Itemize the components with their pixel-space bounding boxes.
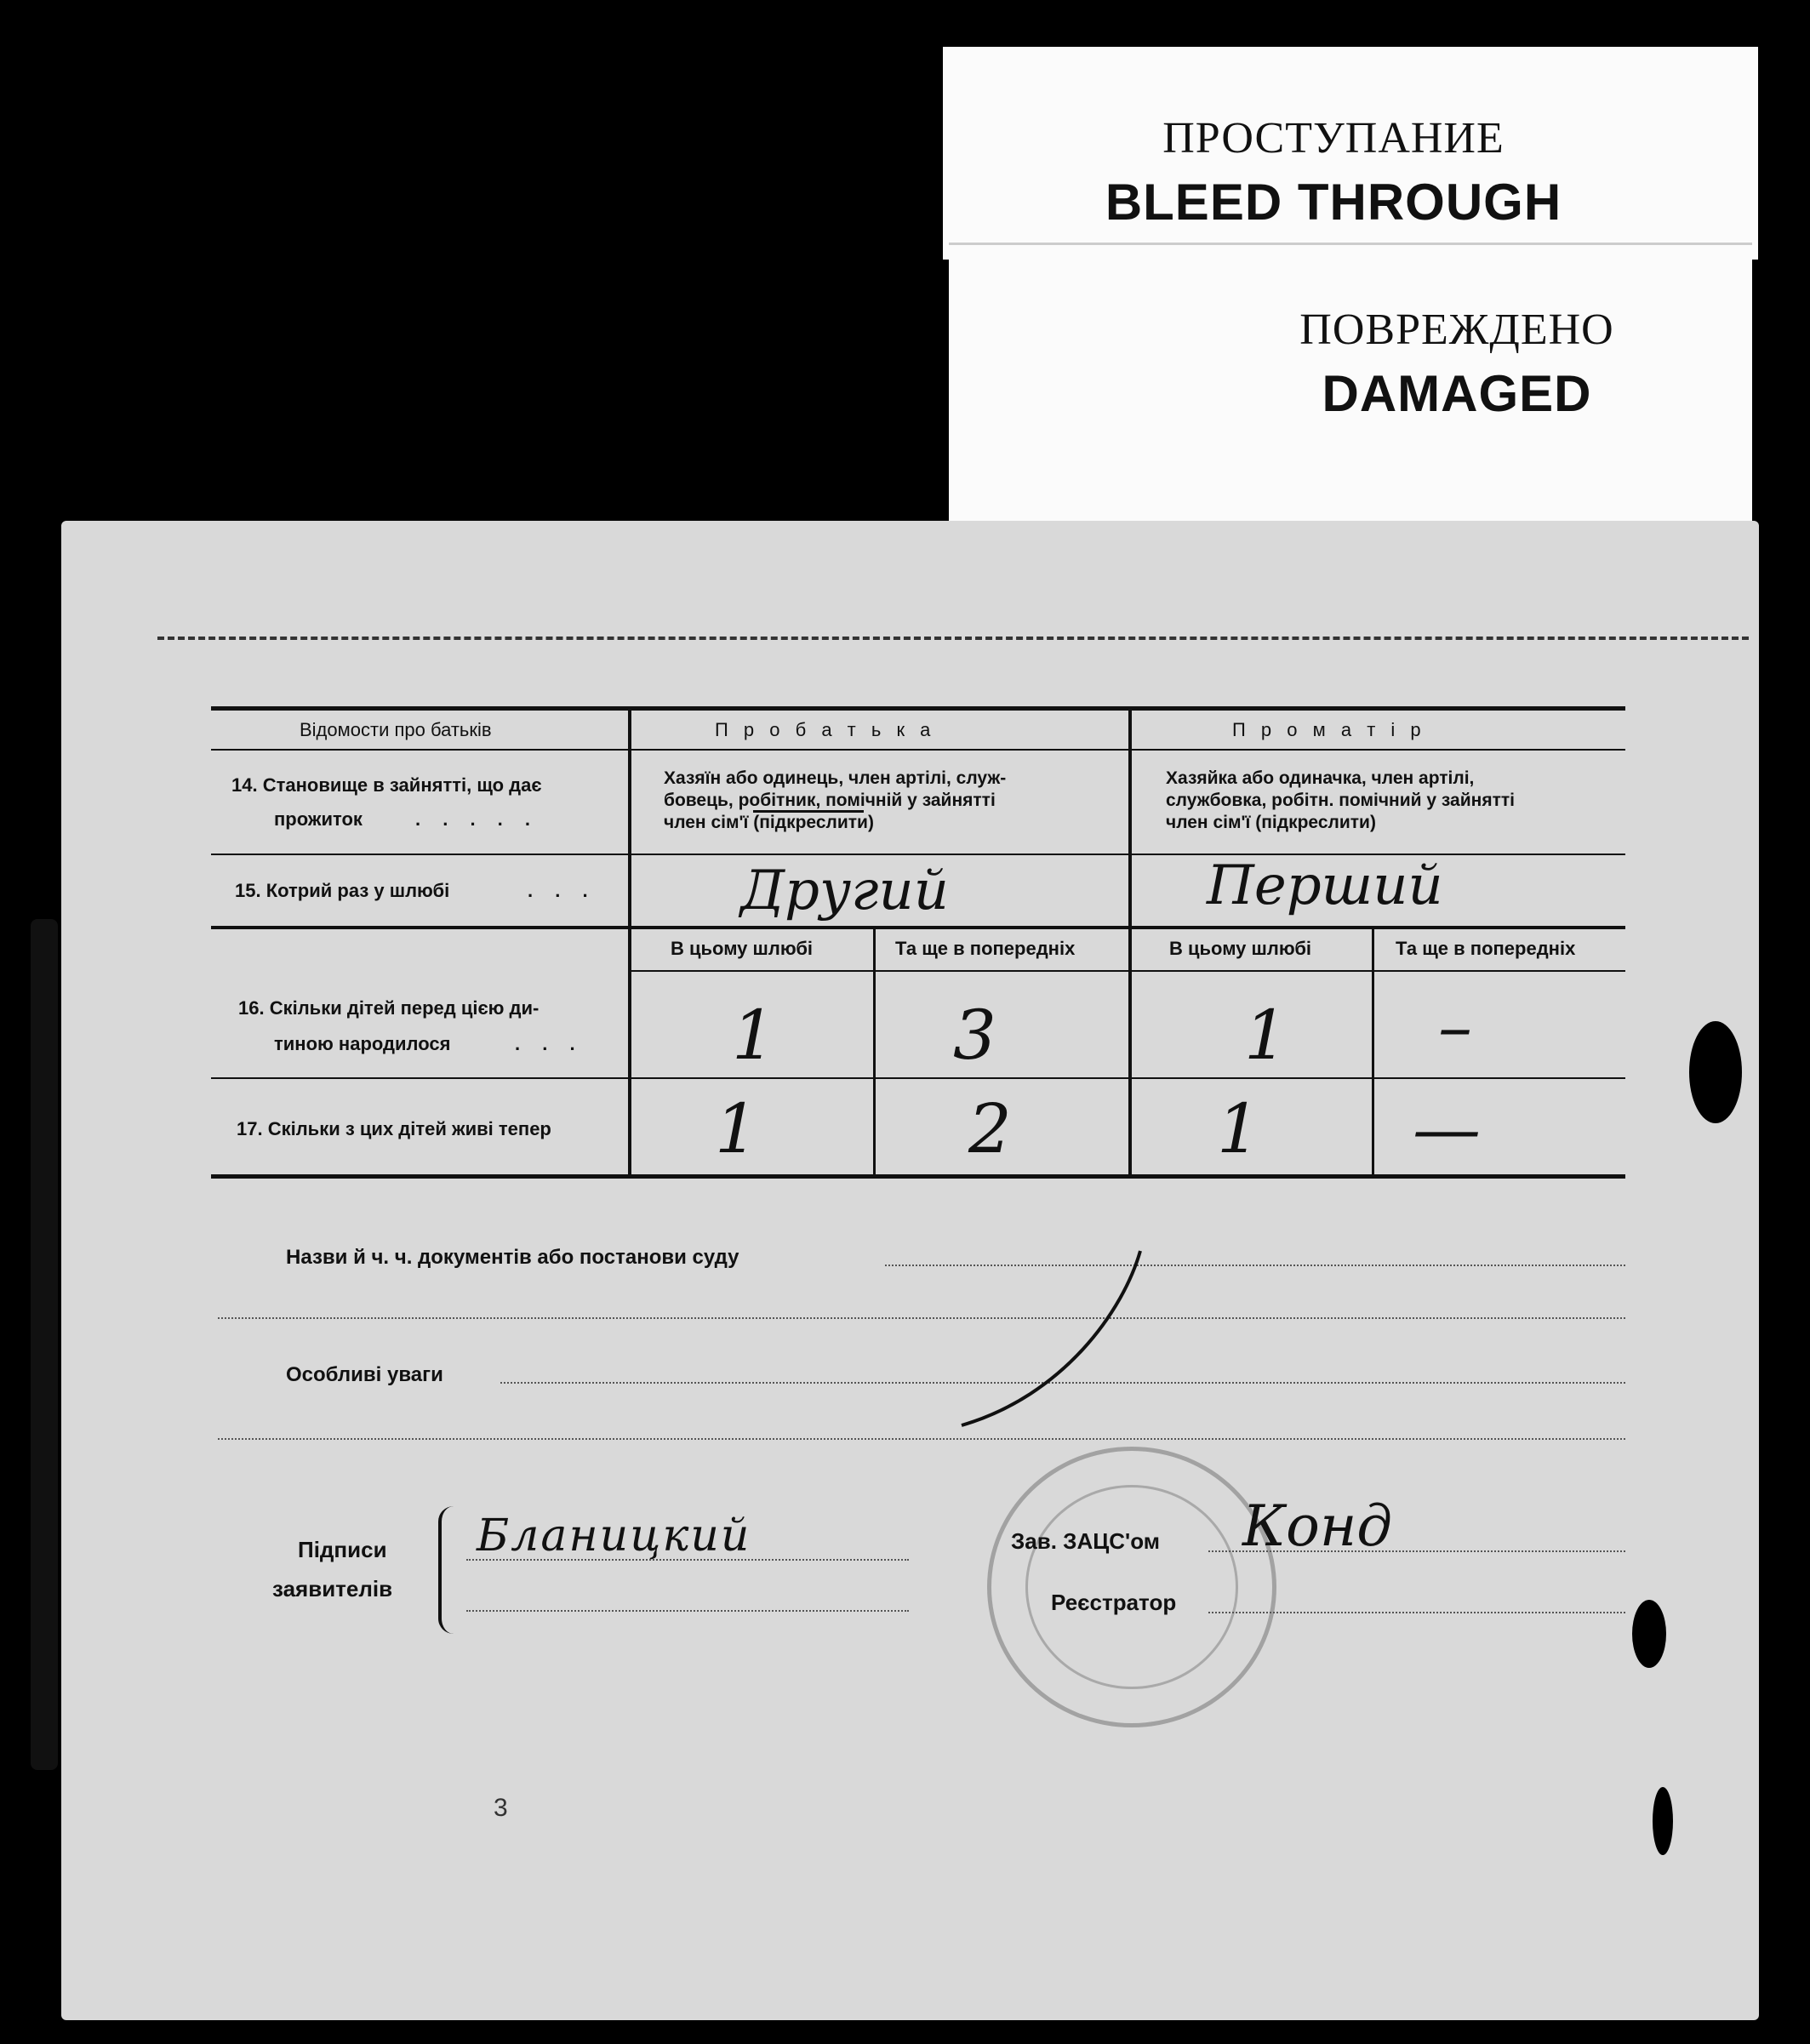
subheader-father-previous: Та ще в попередніх (895, 938, 1076, 959)
applicant-signature-line-2 (466, 1610, 909, 1612)
subheader-mother-previous: Та ще в попередніх (1396, 938, 1576, 959)
table-rule (630, 970, 1625, 972)
subheader-father-this-marriage: В цьому шлюбі (671, 938, 814, 959)
header-about-mother: П р о м а т і р (1232, 719, 1426, 740)
documents-line-2 (218, 1317, 1625, 1319)
notes-label: Особливі уваги (286, 1363, 443, 1386)
bleed-through-label-ru: ПРОСТУПАНИЕ (1162, 114, 1505, 163)
row15-dots: . . . (528, 880, 597, 901)
row14-mother-line1: Хазяйка або одиначка, член артілі, (1166, 768, 1475, 788)
row14-father-line3: член сім'ї (підкреслити) (664, 813, 874, 832)
table-rule (211, 749, 1625, 751)
subheader-mother-this-marriage: В цьому шлюбі (1169, 938, 1312, 959)
official-stamp-inner-ring (1025, 1485, 1238, 1689)
damaged-label-en: DAMAGED (1322, 365, 1592, 422)
row14-father-underline (753, 810, 864, 813)
bleed-through-label (943, 47, 1758, 260)
row14-label-line1: 14. Становище в зайнятті, що дає (231, 774, 542, 796)
row17-mother-this: 1 (1217, 1089, 1260, 1168)
row17-father-this: 1 (715, 1089, 758, 1168)
table-col-rule (1128, 706, 1132, 1177)
row14-label-line2: прожиток (274, 808, 363, 830)
row16-label-line1: 16. Скільки дітей перед цією ди- (238, 997, 540, 1019)
row15-mother-value: Перший (1207, 854, 1443, 917)
row16-mother-this: 1 (1244, 996, 1288, 1075)
damage-hole (31, 919, 58, 1770)
table-top-rule (211, 706, 1625, 711)
damage-hole (1632, 1600, 1666, 1668)
row15-father-value: Другий (740, 859, 949, 922)
damaged-label (949, 243, 1752, 532)
table-col-rule (873, 928, 876, 1177)
head-label: Зав. ЗАЦС'ом (1011, 1528, 1160, 1554)
row16-mother-previous: – (1438, 987, 1472, 1066)
bottom-number-mark: 3 (494, 1794, 508, 1822)
table-rule (211, 926, 1625, 929)
damage-hole (1653, 1787, 1673, 1855)
header-about-father: П р о б а т ь к а (715, 719, 936, 740)
row14-father-line1: Хазяїн або одинець, член артілі, служ- (664, 768, 1007, 788)
cut-line (157, 637, 1749, 640)
row17-father-previous: 2 (968, 1089, 1012, 1168)
row16-label-line2: тиною народилося (274, 1033, 451, 1054)
row14-dots: . . . . . (415, 808, 540, 830)
strike-mark (936, 1234, 1157, 1447)
damaged-label-ru: ПОВРЕЖДЕНО (1299, 305, 1614, 354)
applicants-label-line2: заявителів (272, 1576, 393, 1602)
header-parents-info: Відомости про батьків (300, 719, 492, 740)
official-stamp (987, 1447, 1276, 1727)
row14-father-line2: бовець, робітник, помічній у зайнятті (664, 791, 996, 810)
head-signature-line (1208, 1550, 1625, 1552)
table-col-rule (628, 706, 631, 1177)
row14-mother-line2: службовка, робітн. помічний у зайнятті (1166, 791, 1515, 810)
row16-father-this: 1 (732, 996, 775, 1075)
applicant-signature-line (466, 1559, 909, 1561)
table-rule (211, 1077, 1625, 1079)
strike-path (962, 1251, 1140, 1425)
table-col-rule (1372, 928, 1374, 1177)
row15-label: 15. Котрий раз у шлюбі (235, 880, 450, 901)
registrar-label: Реєстратор (1051, 1590, 1177, 1615)
document-sheet (61, 521, 1759, 2020)
notes-line-2 (218, 1438, 1625, 1440)
applicants-label-line1: Підписи (298, 1537, 387, 1562)
documents-label: Назви й ч. ч. документів або постанови суду (286, 1246, 739, 1269)
applicants-brace (438, 1506, 462, 1634)
row16-father-previous: 3 (953, 996, 996, 1075)
row14-mother-line3: член сім'ї (підкреслити) (1166, 813, 1376, 832)
head-signature: Конд (1242, 1493, 1393, 1559)
damage-hole (1689, 1021, 1742, 1123)
table-bottom-rule (211, 1174, 1625, 1179)
row16-dots: . . . (515, 1033, 584, 1054)
bleed-through-label-en: BLEED THROUGH (1105, 174, 1562, 231)
applicant-signature: Бланицкий (477, 1510, 751, 1562)
registrar-signature-line (1208, 1612, 1625, 1613)
row17-label: 17. Скільки з цих дітей живі тепер (237, 1118, 551, 1139)
row17-mother-previous: — (1413, 1089, 1481, 1168)
